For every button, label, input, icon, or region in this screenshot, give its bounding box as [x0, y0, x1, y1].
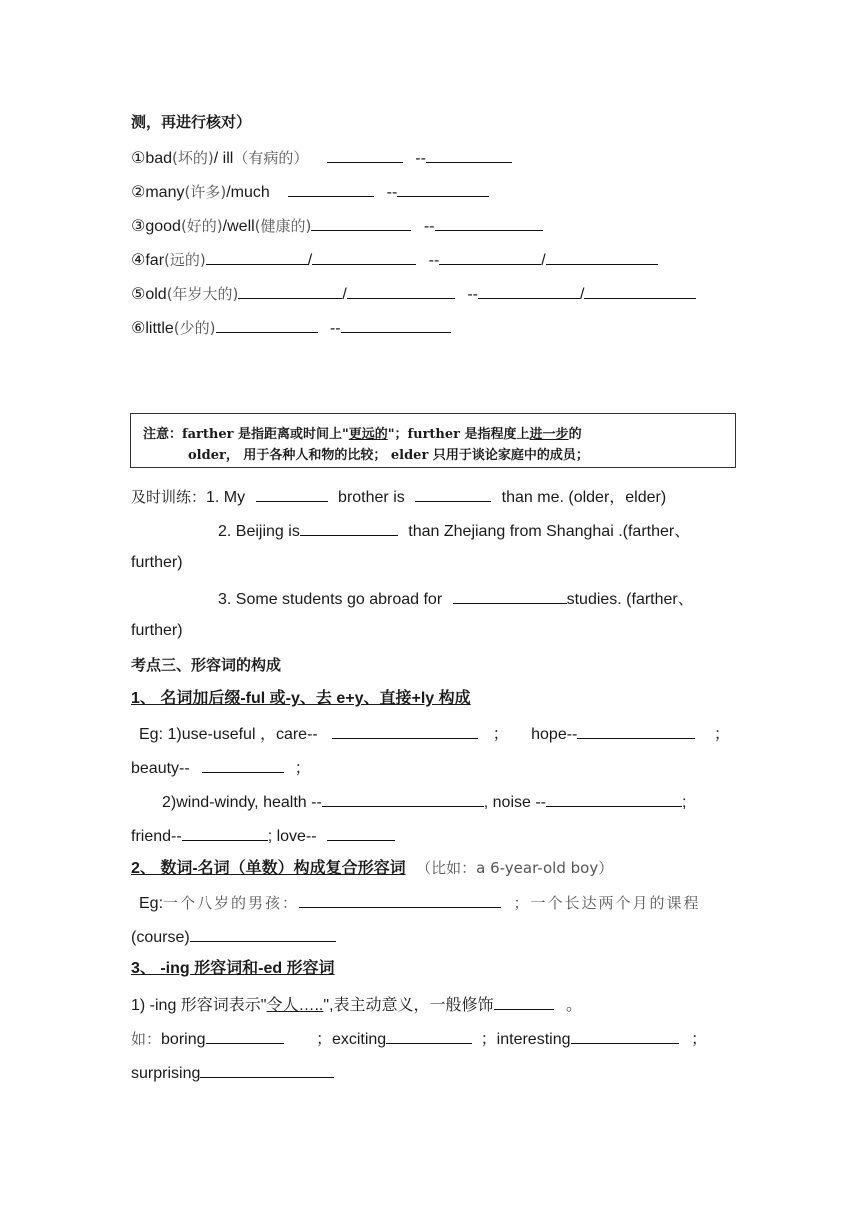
example-text: Eg: 1)use-useful ，care-- [139, 726, 318, 743]
rule-underlined: 令人….. [266, 997, 324, 1014]
list-item [131, 180, 489, 203]
answer-blank[interactable] [577, 722, 695, 739]
heading-note: （比如：a 6-year-old boy） [416, 859, 614, 877]
separator: / [342, 286, 347, 303]
answer-blank[interactable] [386, 1027, 472, 1044]
separator: / [579, 286, 585, 303]
rule-text: boring [161, 1031, 206, 1048]
answer-blank[interactable] [453, 587, 567, 604]
item-gloss: (年岁大的) [166, 285, 239, 303]
item-number: ① [131, 150, 146, 167]
section-heading: 考点三、形容词的构成 [131, 656, 282, 674]
list-item [131, 214, 543, 237]
item-word: old [145, 286, 167, 303]
answer-blank[interactable] [190, 925, 336, 942]
item-number: ⑥ [131, 320, 146, 337]
answer-blank[interactable] [256, 485, 328, 502]
separator: / [541, 252, 546, 269]
note-text: 的 [568, 427, 582, 442]
item-gloss: (坏的) [172, 149, 214, 167]
answer-blank[interactable] [216, 316, 318, 333]
answer-blank[interactable] [288, 180, 374, 197]
rule-text: ；exciting [315, 1031, 387, 1048]
question-text: 3. Some students go abroad for [218, 591, 443, 608]
example-text: Eg: [139, 895, 164, 912]
answer-blank[interactable] [312, 248, 416, 265]
note-underlined: 进一步 [529, 427, 569, 442]
item-gloss: (许多) [184, 183, 227, 201]
item-gloss: (远的) [164, 251, 206, 269]
example-line-1 [139, 722, 730, 745]
example-line-2: 2)wind-windy, health -- , noise -- ; [162, 790, 686, 813]
rule-text: 。 [565, 997, 582, 1014]
answer-blank[interactable] [238, 282, 342, 299]
example-text: beauty-- [131, 760, 190, 777]
answer-blank[interactable] [300, 519, 398, 536]
note-line-2: older， 用于各种人和物的比较； elder 只用于谈论家庭中的成员； [188, 448, 589, 463]
item-number: ⑤ [131, 286, 146, 303]
item-gloss: (健康的) [254, 217, 312, 235]
item-number: ② [131, 184, 146, 201]
answer-blank[interactable] [182, 824, 268, 841]
rule-text: ",表主动意义，一般修饰 [323, 997, 494, 1014]
answer-blank[interactable] [347, 282, 455, 299]
example-text: ; love-- [267, 828, 317, 845]
answer-blank[interactable] [322, 790, 484, 807]
separator: ； [690, 1031, 707, 1048]
separator: / [307, 252, 313, 269]
practice-label: 及时训练： [131, 488, 207, 506]
item-gloss: （有病的） [233, 149, 309, 167]
example-text: , noise -- [483, 794, 547, 811]
example-text: 2)wind-windy, health -- [162, 794, 322, 811]
item-gloss: (好的) [180, 217, 223, 235]
example-line-3 [139, 891, 701, 914]
answer-blank[interactable] [202, 756, 284, 773]
rule-line-3 [131, 1061, 334, 1084]
answer-blank[interactable] [206, 1027, 284, 1044]
note-line-1 [143, 423, 582, 442]
rule-line-1 [131, 993, 582, 1016]
question-text: 2. Beijing is [218, 523, 300, 540]
list-item [131, 146, 512, 169]
rule-text: ；interesting [480, 1031, 571, 1048]
answer-blank[interactable] [415, 485, 491, 502]
separator: ； [492, 726, 509, 743]
answer-blank[interactable] [327, 146, 403, 163]
answer-blank[interactable] [546, 248, 658, 265]
practice-question-2-cont: further) [131, 554, 183, 571]
item-word: bad [145, 150, 173, 167]
answer-blank[interactable] [332, 722, 478, 739]
answer-blank[interactable] [341, 316, 451, 333]
answer-blank[interactable] [546, 790, 682, 807]
separator: / [226, 184, 231, 201]
list-item [131, 316, 451, 339]
practice-question-3 [218, 587, 694, 610]
dash: -- [423, 218, 435, 235]
example-text: hope-- [531, 726, 578, 743]
item-word: many [145, 184, 185, 201]
example-line-1-cont [131, 756, 311, 779]
rule-line-2 [131, 1027, 707, 1050]
list-item [131, 282, 696, 305]
separator: / [222, 218, 228, 235]
answer-blank[interactable] [439, 248, 541, 265]
separator: ； [294, 760, 311, 777]
answer-blank[interactable] [426, 146, 512, 163]
separator: ； [713, 726, 730, 743]
question-text: brother is [338, 489, 405, 506]
practice-question-3-cont: further) [131, 622, 183, 639]
answer-blank[interactable] [494, 993, 554, 1010]
example-line-3-cont [131, 925, 336, 948]
dash: -- [428, 252, 440, 269]
subsection-heading-2 [131, 858, 613, 879]
rule-text: 1) -ing 形容词表示" [131, 997, 267, 1014]
note-underlined: 更远的 [348, 427, 388, 442]
question-text: than Zhejiang from Shanghai .(farther、 [408, 523, 691, 540]
answer-blank[interactable] [435, 214, 543, 231]
item-word: little [145, 320, 174, 337]
list-item [131, 248, 658, 271]
question-text: studies. (farther、 [566, 591, 694, 608]
answer-blank[interactable] [200, 1061, 334, 1078]
dash: -- [467, 286, 478, 303]
heading-text: 2、 数词-名词（单数）构成复合形容词 [131, 860, 406, 877]
answer-blank[interactable] [206, 248, 308, 265]
answer-blank[interactable] [397, 180, 489, 197]
answer-blank[interactable] [311, 214, 411, 231]
rule-text: surprising [131, 1065, 201, 1082]
item-word: ill [222, 150, 234, 167]
answer-blank[interactable] [299, 891, 501, 908]
item-word: well [227, 218, 255, 235]
note-box [130, 413, 736, 468]
example-text: friend-- [131, 828, 182, 845]
item-number: ③ [131, 218, 146, 235]
answer-blank[interactable] [584, 282, 696, 299]
dash: -- [386, 184, 398, 201]
item-word: good [145, 218, 181, 235]
question-text: 1. My [206, 489, 246, 506]
answer-blank[interactable] [327, 824, 395, 841]
answer-blank[interactable] [478, 282, 580, 299]
note-text: "；further 是指程度上 [387, 427, 530, 442]
item-gloss: (少的) [173, 319, 216, 337]
example-text: 一个八岁的男孩： [163, 894, 300, 912]
question-text: than me. (older，elder) [501, 489, 667, 506]
dash: -- [329, 320, 341, 337]
dash: -- [415, 150, 426, 167]
item-word: far [145, 252, 165, 269]
rule-text: 如： [131, 1030, 162, 1048]
example-text: ；一个长达两个月的课程 [513, 894, 701, 912]
practice-question-1 [131, 485, 666, 508]
intro-text: 测，再进行核对） [131, 113, 252, 131]
item-number: ④ [131, 252, 146, 269]
subsection-heading-1: 1、 名词加后缀-ful 或-y、去 e+y、直接+ly 构成 [131, 690, 471, 707]
note-text: 注意：farther 是指距离或时间上" [143, 427, 349, 442]
subsection-heading-3: 3、 -ing 形容词和-ed 形容词 [131, 960, 335, 977]
item-word: much [230, 184, 270, 201]
answer-blank[interactable] [571, 1027, 679, 1044]
example-line-2-cont [131, 824, 395, 847]
practice-question-2 [218, 519, 690, 542]
separator: / [213, 150, 223, 167]
example-text: (course) [131, 929, 190, 946]
